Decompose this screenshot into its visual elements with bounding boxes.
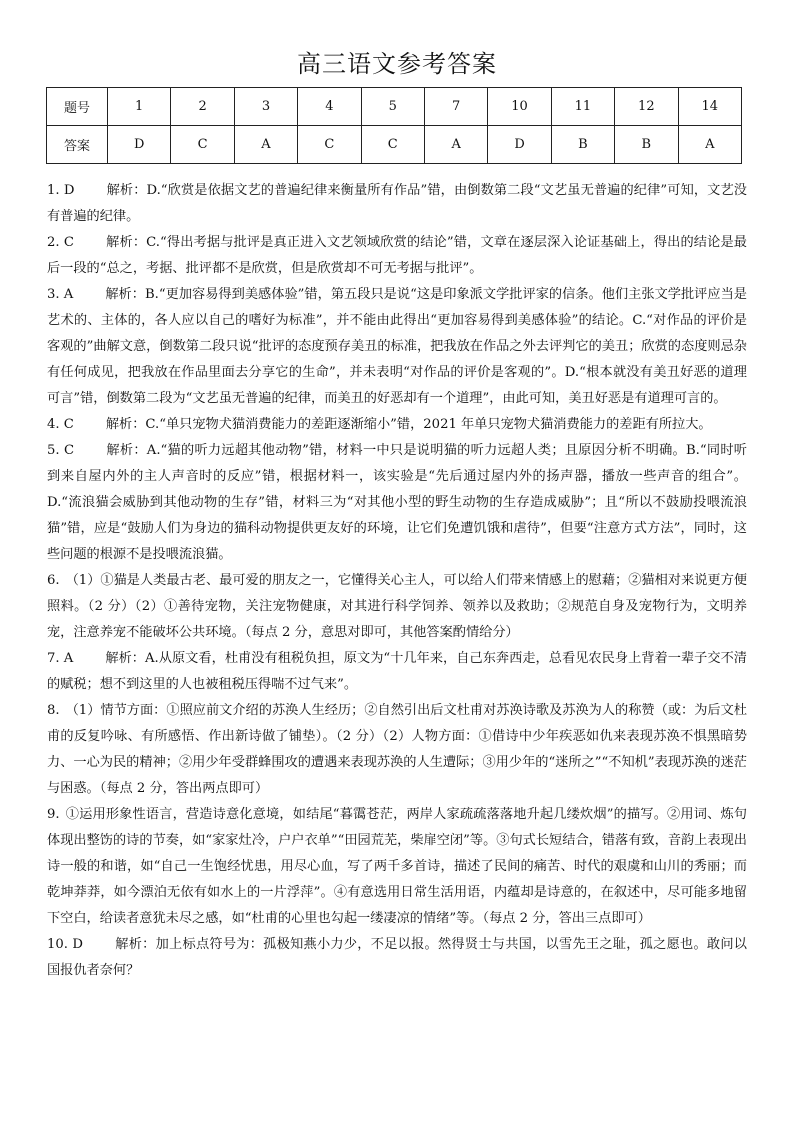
answer-cell: C [298, 126, 361, 164]
explanation-item [47, 932, 747, 984]
answer-cell: A [678, 126, 741, 164]
item-number: 2. C [47, 235, 75, 250]
explanation-item [47, 282, 747, 412]
question-number: 1 [108, 88, 171, 126]
item-text: 解析：C.“单只宠物犬猫消费能力的差距逐渐缩小”错，2021 年单只宠物犬猫消费能力的差距有所拉大。 [105, 417, 712, 432]
answer-cell: D [488, 126, 551, 164]
item-number: 8. [47, 703, 60, 718]
question-number: 10 [488, 88, 551, 126]
item-text: 解析：加上标点符号为：孤极知燕小力少，不足以报。然得贤士与共国，以雪先王之耻，孤之愿也。敢问以国报仇者奈何？ [47, 937, 747, 978]
explanations [47, 178, 747, 984]
item-number: 6. [47, 573, 60, 588]
explanation-item [47, 178, 747, 230]
answer-cell: C [171, 126, 234, 164]
answer-cell: D [108, 126, 171, 164]
question-number: 4 [298, 88, 361, 126]
answer-cell: B [615, 126, 678, 164]
question-number: 11 [551, 88, 614, 126]
item-text: 解析：A.从原文看，杜甫没有租税负担，原文为“十几年来，自己东奔西走，总看见农民身上背着一辈子交不清的赋税；想不到这里的人也被租税压得喘不过气来”。 [47, 651, 747, 692]
answer-cell: B [551, 126, 614, 164]
item-text: 解析：A.“猫的听力远超其他动物”错，材料一中只是说明猫的听力远超人类；且原因分析不明确。B.“同时听到来自屋内外的主人声音时的反应”错，根据材料一，该实验是“先后通过屋内外的扬声器，播放一些声音的组合”。D.“流浪猫会威胁到其他动物的生存”错，材料三为“对其他小型的野生动物的生存造成威胁”；且“所以不鼓励投喂流浪猫”错，应是“鼓励人们为身边的猫科动物提供更友好的环境，让它们免遭饥饿和虐待”，但要“注意方式方法”，同时，这些问题的根源不是投喂流浪猫。 [47, 443, 747, 562]
answer-cell: A [234, 126, 297, 164]
question-number: 14 [678, 88, 741, 126]
explanation-item [47, 646, 747, 698]
answer-cell: C [361, 126, 424, 164]
answer-cell: A [424, 126, 487, 164]
item-text: 解析：C.“得出考据与批评是真正进入文艺领域欣赏的结论”错，文章在逐层深入论证基础上，得出的结论是最后一段的“总之，考据、批评都不是欣赏，但是欣赏却不可无考据与批评”。 [47, 235, 747, 276]
explanation-item [47, 438, 747, 568]
item-number: 5. C [47, 443, 75, 458]
item-number: 7. A [47, 651, 74, 666]
item-number: 3. A [47, 287, 74, 302]
item-text: （1）①猫是人类最古老、最可爱的朋友之一，它懂得关心主人，可以给人们带来情感上的慰藉；②猫相对来说更方便照料。（2 分）（2）①善待宠物，关注宠物健康，对其进行科学饲养、领养以及救助；②规范自身及宠物行为，文明养宠，注意养宠不能破坏公共环境。（每点 2 分，意思对即可，其他答案酌情给分） [47, 573, 747, 640]
page-title: 高三语文参考答案 [297, 50, 497, 78]
explanation-item [47, 698, 747, 802]
item-number: 1. D [47, 183, 75, 198]
question-number: 12 [615, 88, 678, 126]
item-text: ①运用形象性语言，营造诗意化意境，如结尾“暮霭苍茫，两岸人家疏疏落落地升起几缕炊烟”的描写。②用词、炼句体现出整饬的诗的节奏，如“家家灶冷，户户衣单”“田园荒芜，柴扉空闭”等。③句式长短结合，错落有致，音韵上表现出诗一般的和谐，如“自己一生饱经忧患，用尽心血，写了两千多首诗，描述了民间的痛苦、时代的艰虞和山川的秀丽；而乾坤莽莽，如今漂泊无依有如水上的一片浮萍”。④有意选用日常生活用语，内蕴却是诗意的，在叙述中，尽可能多地留下空白，给读者意犹未尽之感，如“杜甫的心里也勾起一缕凄凉的情绪”等。（每点 2 分，答出三点即可） [47, 807, 747, 926]
item-text: 解析：B.“更加容易得到美感体验”错，第五段只是说“这是印象派文学批评家的信条。他们主张文学批评应当是艺术的、主体的，各人应以自己的嗜好为标准”，并不能由此得出“更加容易得到美感体验”的结论。C.“对作品的评价是客观的”曲解文意，倒数第二段只说“批评的态度预存美丑的标准，把我放在作品之外去评判它的美丑；欣赏的态度则忌杂有任何成见，把我放在作品里面去分享它的生命”，并未表明“对作品的评价是客观的”。D.“根本就没有美丑好恶的道理可言”错，倒数第二段为“文艺虽无普遍的纪律，而美丑的好恶却有一个道理”，由此可知，美丑好恶是有道理可言的。 [47, 287, 747, 406]
explanation-item [47, 802, 747, 932]
row-label-answer: 答案 [47, 126, 108, 164]
answer-table [46, 87, 742, 164]
item-text: （1）情节方面：①照应前文介绍的苏涣人生经历；②自然引出后文杜甫对苏涣诗歌及苏涣为人的称赞（或：为后文杜甫的反复吟咏、有所感悟、作出新诗做了铺垫）。（2 分）（2）人物方面：①借诗中少年疾恶如仇来表现苏涣不惧黑暗势力、一心为民的精神；②用少年受群蜂围攻的遭遇来表现苏涣的人生遭际；③用少年的“迷所之”“不知机”表现苏涣的迷茫与困惑。（每点 2 分，答出两点即可） [47, 703, 747, 796]
item-number: 4. C [47, 417, 74, 432]
explanation-item [47, 230, 747, 282]
item-text: 解析：D.“欣赏是依据文艺的普遍纪律来衡量所有作品”错，由倒数第二段“文艺虽无普遍的纪律”可知，文艺没有普遍的纪律。 [47, 183, 747, 224]
question-number: 7 [424, 88, 487, 126]
question-number-row [47, 88, 742, 126]
item-number: 9. [47, 807, 60, 822]
question-number: 3 [234, 88, 297, 126]
explanation-item [47, 412, 747, 438]
answer-row [47, 126, 742, 164]
question-number: 2 [171, 88, 234, 126]
item-number: 10. D [47, 937, 83, 952]
question-number: 5 [361, 88, 424, 126]
row-label-question: 题号 [47, 88, 108, 126]
explanation-item [47, 568, 747, 646]
